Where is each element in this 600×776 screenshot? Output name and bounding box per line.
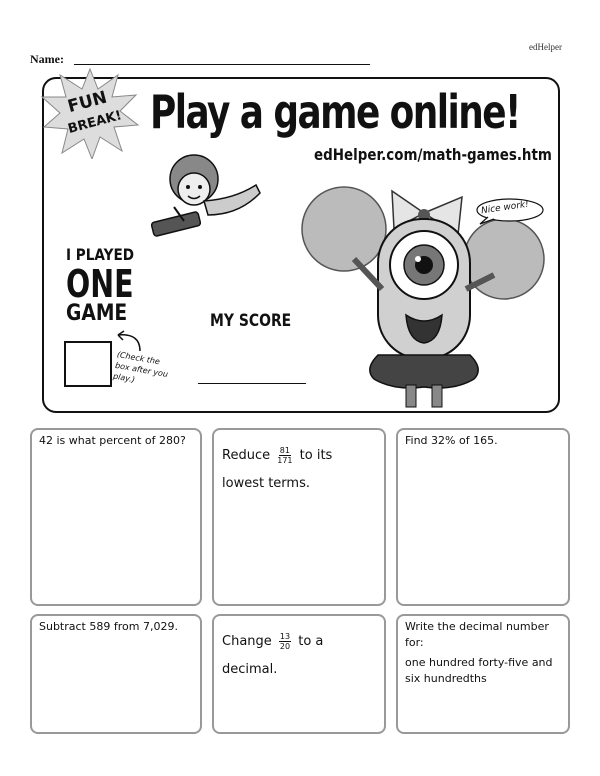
fun-break-burst [40, 67, 140, 159]
problem-4-text: Subtract 589 from 7,029. [39, 620, 178, 633]
name-line[interactable] [74, 64, 370, 65]
name-label: Name: [30, 52, 64, 66]
fraction-81-171 [277, 446, 292, 465]
score-line[interactable] [198, 383, 306, 384]
fraction-numerator: 13 [279, 632, 291, 641]
brand-label: edHelper [529, 42, 562, 52]
break-text: BREAK! [66, 108, 124, 137]
fun-text: FUN [65, 87, 110, 118]
problem-box-6[interactable] [396, 614, 570, 734]
problem-6-text [405, 619, 562, 687]
problem-2-after: to its lowest terms. [222, 448, 333, 491]
kid-illustration [144, 149, 264, 259]
fraction-13-20 [279, 632, 291, 651]
problem-box-4[interactable] [30, 614, 202, 734]
speech-bubble-text: Nice work! [480, 199, 530, 217]
problem-2-before: Reduce [222, 448, 271, 463]
fraction-numerator: 81 [279, 446, 290, 455]
played-line-3: GAME [66, 301, 128, 326]
check-note: (Check the box after you play.) [112, 349, 169, 385]
problem-6-line-2: one hundred forty-five and six hundredths [405, 656, 553, 685]
problem-box-5[interactable] [212, 614, 386, 734]
fraction-denominator: 20 [279, 642, 291, 651]
problem-5-text [222, 628, 378, 684]
problem-5-after: to a decimal. [222, 634, 324, 677]
played-line-1: I PLAYED [66, 245, 135, 264]
played-line-2: ONE [66, 262, 134, 306]
problem-box-3[interactable] [396, 428, 570, 606]
name-row [30, 52, 370, 68]
headline: Play a game online! [150, 85, 520, 139]
problem-6-line-1: Write the decimal number for: [405, 620, 549, 649]
game-banner [42, 77, 560, 413]
score-label: MY SCORE [210, 311, 292, 331]
problem-2-text [222, 442, 378, 498]
problem-5-before: Change [222, 634, 272, 649]
fraction-denominator: 171 [277, 456, 293, 465]
problem-box-2[interactable] [212, 428, 386, 606]
played-label [66, 247, 156, 325]
game-url[interactable]: edHelper.com/math-games.htm [314, 145, 552, 164]
problem-1-text: 42 is what percent of 280? [39, 434, 186, 447]
problem-3-text: Find 32% of 165. [405, 434, 498, 447]
problem-box-1[interactable] [30, 428, 202, 606]
played-checkbox[interactable] [64, 341, 112, 387]
